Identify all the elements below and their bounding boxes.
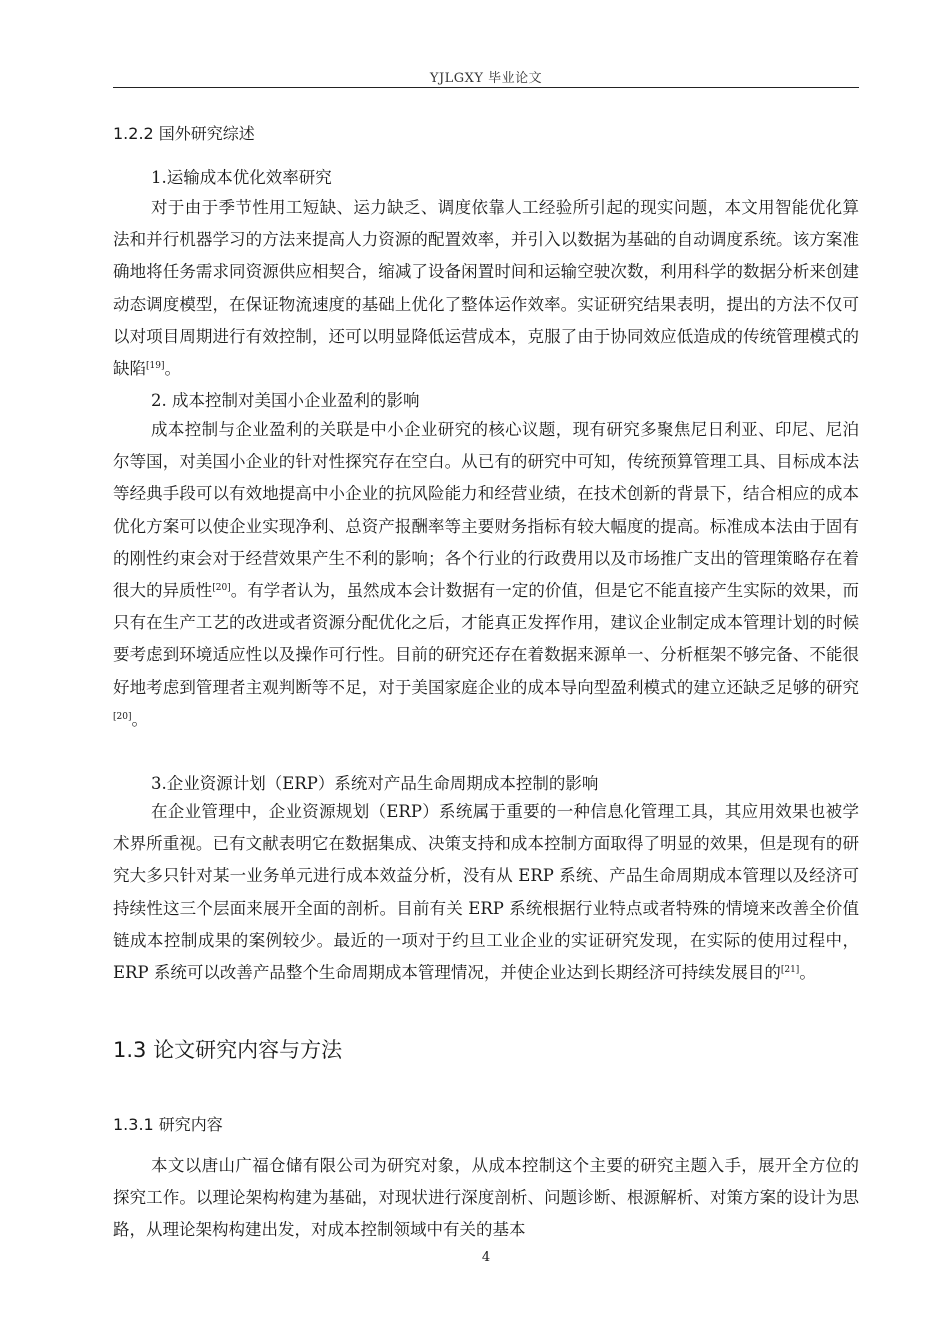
subheading-transport-cost: 1.运输成本优化效率研究 <box>151 168 332 187</box>
paragraph-research-content <box>113 1150 859 1247</box>
subheading-erp: 3.企业资源计划（ERP）系统对产品生命周期成本控制的影响 <box>151 774 599 793</box>
page-number: 4 <box>481 1250 491 1265</box>
paragraph-text: 成本控制与企业盈利的关联是中小企业研究的核心议题，现有研究多聚焦尼日利亚、印尼、尼泊尔等国，对美国小企业的针对性探究存在空白。从已有的研究中可知，传统预算管理工具、目标成本法等经典手段可以有效地提高中小企业的抗风险能力和经营业绩，在技术创新的背景下，结合相应的成本优化方案可以使企业实现净利、总资产报酬率等主要财务指标有较大幅度的提高。标准成本法由于固有的刚性约束会对于经营效果产生不利的影响；各个行业的行政费用以及市场推广支出的管理策略存在着很大的异质性 <box>113 420 859 601</box>
section-heading-1-3: 1.3 论文研究内容与方法 <box>113 1038 343 1062</box>
citation: [20] <box>212 583 231 594</box>
paragraph-text: 本文以唐山广福仓储有限公司为研究对象，从成本控制这个主要的研究主题入手，展开全方位的探究工作。以理论架构构建为基础，对现状进行深度剖析、问题诊断、根源解析、对策方案的设计为思路，从理论架构构建出发，对成本控制领域中有关的基本 <box>113 1156 859 1240</box>
paragraph-cost-control-us: 成本控制与企业盈利的关联是中小企业研究的核心议题，现有研究多聚焦尼日利亚、印尼、尼泊尔等国，对美国小企业的针对性探究存在空白。从已有的研究中可知，传统预算管理工具、目标成本法等经典手段可以有效地提高中小企业的抗风险能力和经营业绩，在技术创新的背景下，结合相应的成本优化方案可以使企业实现净利、总资产报酬率等主要财务指标有较大幅度的提高。标准成本法由于固有的刚性约束会对于经营效果产生不利的影响；各个行业的行政费用以及市场推广支出的管理策略存在着很大的异质性[20]。有学者认为，虽然成本会计数据有一定的价值，但是它不能直接产生实际的效果，而只有在生产工艺的改进或者资源分配优化之后，才能真正发挥作用，建议企业制定成本管理计划的时候要考虑到环境适应性以及操作可行性。目前的研究还存在着数据来源单一、分析框架不够完备、不能很好地考虑到管理者主观判断等不足，对于美国家庭企业的成本导向型盈利模式的建立还缺乏足够的研究[20]。 <box>113 420 860 729</box>
section-heading-1-3-1: 1.3.1 研究内容 <box>113 1115 223 1134</box>
paragraph-text: 。有学者认为，虽然成本会计数据有一定的价值，但是它不能直接产生实际的效果，而只有在生产工艺的改进或者资源分配优化之后，才能真正发挥作用，建议企业制定成本管理计划的时候要考虑到环境适应性以及操作可行性。目前的研究还存在着数据来源单一、分析框架不够完备、不能很好地考虑到管理者主观判断等不足，对于美国家庭企业的成本导向型盈利模式的建立还缺乏足够的研究 <box>113 581 860 697</box>
citation: [20] <box>113 711 132 722</box>
subheading-cost-control-us: 2. 成本控制对美国小企业盈利的影响 <box>151 391 420 410</box>
paragraph-text: 在企业管理中，企业资源规划（ERP）系统属于重要的一种信息化管理工具，其应用效果也被学术界所重视。已有文献表明它在数据集成、决策支持和成本控制方面取得了明显的效果，但是现有的研究大多只针对某一业务单元进行成本效益分析，没有从 ERP 系统、产品生命周期成本管理以及经济可持续性这三个层面来展开全面的剖析。目前有关 ERP 系统根据行业特点或者特殊的情境来改善全价值链成本控制成果的案例较少。最近的一项对于约旦工业企业的实证研究发现，在实际的使用过程中，ERP 系统可以改善产品整个生命周期成本管理情况，并使企业达到长期经济可持续发展目的 <box>113 802 859 983</box>
paragraph-transport-cost: 对于由于季节性用工短缺、运力缺乏、调度依靠人工经验所引起的现实问题，本文用智能优化算法和并行机器学习的方法来提高人力资源的配置效率，并引入以数据为基础的自动调度系统。该方案准确地将任务需求同资源供应相契合，缩减了设备闲置时间和运输空驶次数，利用科学的数据分析来创建动态调度模型，在保证物流速度的基础上优化了整体运作效率。实证研究结果表明，提出的方法不仅可以对项目周期进行有效控制，还可以明显降低运营成本，克服了由于协同效应低造成的传统管理模式的缺陷[19]。 <box>113 198 859 379</box>
section-heading-1-2-2: 1.2.2 国外研究综述 <box>113 124 255 143</box>
running-header: YJLGXY 毕业论文 <box>429 71 543 86</box>
citation: [21] <box>780 965 800 976</box>
paragraph-text: 对于由于季节性用工短缺、运力缺乏、调度依靠人工经验所引起的现实问题，本文用智能优化算法和并行机器学习的方法来提高人力资源的配置效率，并引入以数据为基础的自动调度系统。该方案准确地将任务需求同资源供应相契合，缩减了设备闲置时间和运输空驶次数，利用科学的数据分析来创建动态调度模型，在保证物流速度的基础上优化了整体运作效率。实证研究结果表明，提出的方法不仅可以对项目周期进行有效控制，还可以明显降低运营成本，克服了由于协同效应低造成的传统管理模式的缺陷 <box>113 198 859 379</box>
paragraph-erp: 在企业管理中，企业资源规划（ERP）系统属于重要的一种信息化管理工具，其应用效果也被学术界所重视。已有文献表明它在数据集成、决策支持和成本控制方面取得了明显的效果，但是现有的研究大多只针对某一业务单元进行成本效益分析，没有从 ERP 系统、产品生命周期成本管理以及经济可持续性这三个层面来展开全面的剖析。目前有关 ERP 系统根据行业特点或者特殊的情境来改善全价值链成本控制成果的案例较少。最近的一项对于约旦工业企业的实证研究发现，在实际的使用过程中，ERP 系统可以改善产品整个生命周期成本管理情况，并使企业达到长期经济可持续发展目的[21]。 <box>113 802 859 983</box>
citation: [19] <box>146 361 165 372</box>
header-rule <box>113 87 859 88</box>
